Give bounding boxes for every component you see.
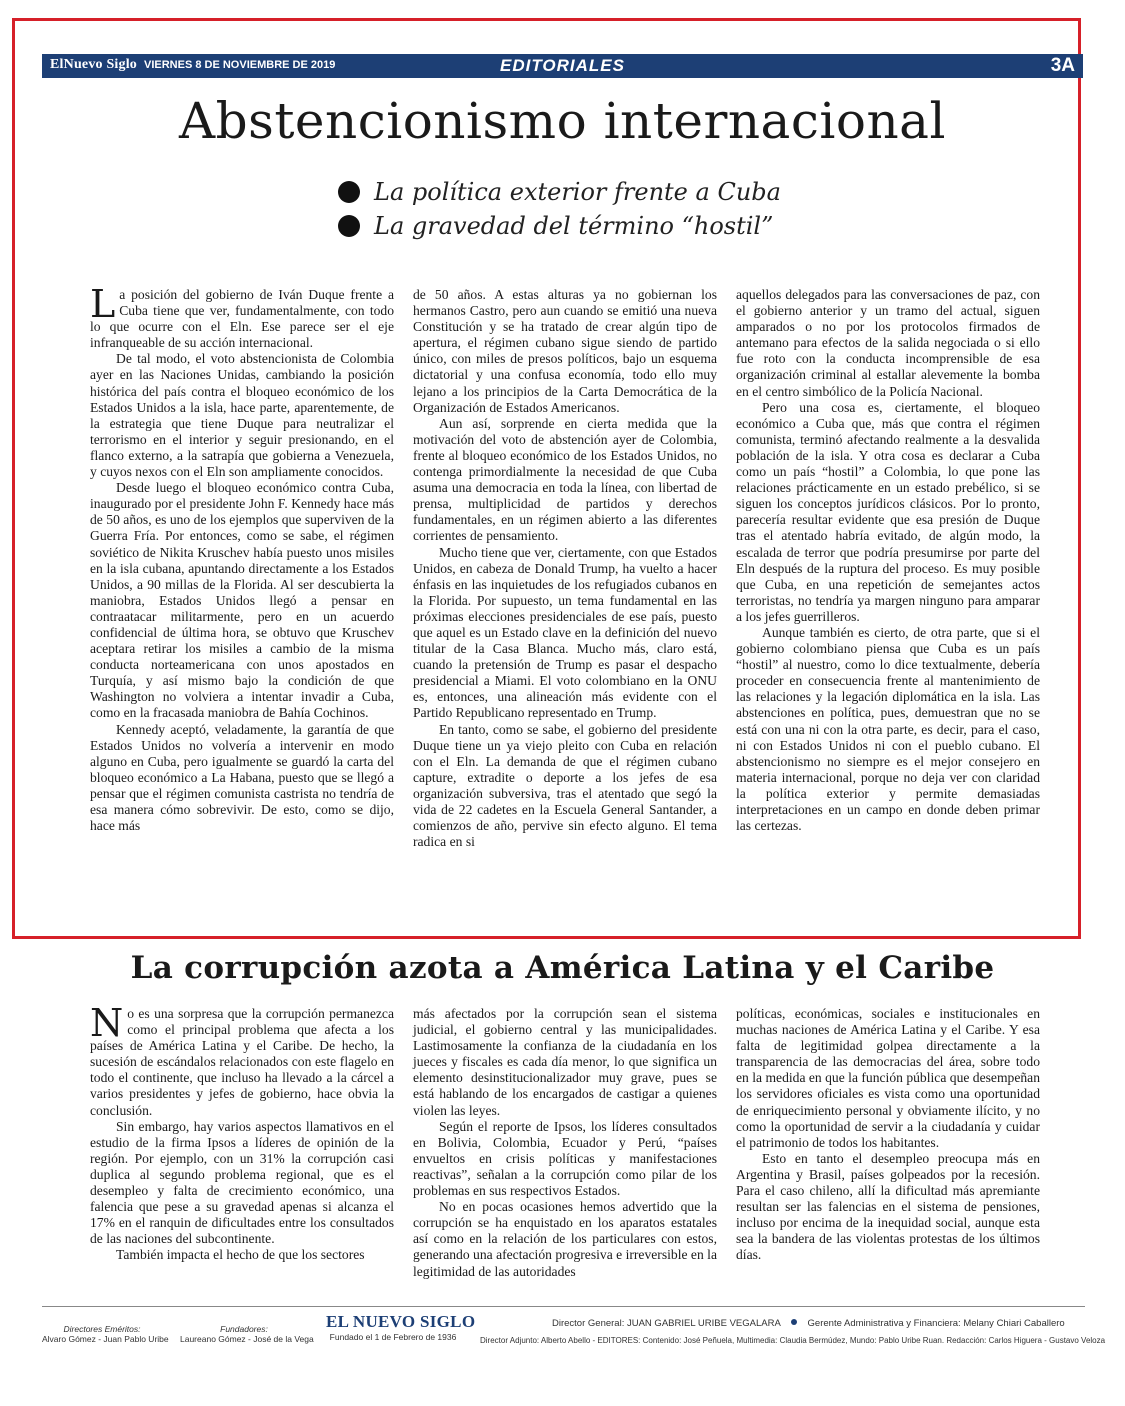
paragraph: aquellos delegados para las conversaciones de paz, con el gobierno anterior y un tramo del actual, siguen amparados o no por los protocolos firmados de antemano para efectos de la salida negociada o si ello fue roto con la conducta incomprensible de esa organización criminal al estallar alevemente la bomba en el centro simbólico de la Policía Nacional. [736,287,1040,399]
founded-date: Fundado el 1 de Febrero de 1936 [329,1332,457,1342]
paragraph: Sin embargo, hay varios aspectos llamativos en el estudio de la firma Ipsos a líderes de opinión de la región. Por ejemplo, con un 31% la corrupción casi duplica al segundo problema regional, que es el desempleo y falta de crecimiento económico, una falencia que pese a su gravedad apenas si alcanza el 17% en el ranquin de dificultades entre los consultados de las naciones del subcontinente. [90,1118,394,1247]
summary-bullet: La política exterior frente a Cuba [338,178,781,212]
emeritus-names: Alvaro Gómez - Juan Pablo Uribe [42,1334,169,1344]
paragraph: Pero una cosa es, ciertamente, el bloqueo económico a Cuba que, más que contra el régimen comunista, terminó afectando realmente a la desvalida población de la isla. Y otra cosa es declarar a Cuba como un país “hostil” a Colombia, lo que pone las relaciones prácticamente en un estado prebélico, si se siguen los conceptos jurídicos clásicos. Por lo pronto, parecería resultar evidente que esa presión de Duque tras el atentado habría evitado, de algún modo, la escalada de terror que podría presumirse por parte del Eln después de la ruptura del proceso. Es muy posible que Cuba, en una repetición de semejantes actos terroristas, no tendría ya margen ninguno para amparar a los jefes guerrilleros. [736,399,1040,624]
founders-label: Fundadores: [220,1324,268,1334]
editorial-1-summary [338,178,781,246]
paragraph: También impacta el hecho de que los sectores [116,1247,365,1263]
issue-date: VIERNES 8 DE NOVIEMBRE DE 2019 [144,59,336,71]
paragraph: políticas, económicas, sociales e institucionales en muchas naciones de América Latina y el Caribe. Y esa falta de legitimidad golpea directamente a la transparencia de las democracias del área, sobre todo en la medida en que la función pública que desempeñan los servidores oficiales es vista como una oportunidad de enriquecimiento personal y obviamente ilícito, y no como la oportunidad de servir a la ciudadanía y cuidar el patrimonio de todos los habitantes. [736,1006,1040,1150]
editorial-2-column-1 [90,1001,394,1264]
footer-brand-logo: EL NUEVO SIGLO [326,1312,476,1331]
paragraph: más afectados por la corrupción sean el sistema judicial, el gobierno central y las municipalidades. Lastimosamente la confianza de la ciudadanía en los jueces y fiscales es cada día menor, lo que significa un elemento desinstitucionalizador muy grave, pues se está hablando de los encargados de castigar a quienes violen las leyes. [413,1006,717,1118]
editorial-2-column-2 [413,1006,717,1280]
paragraph: No en pocas ocasiones hemos advertido que la corrupción se ha enquistado en los aparatos estatales así como en la relación de los particulares con estos, generando una afectación progresiva e irreversible en la legitimidad de las autoridades [413,1199,717,1279]
paragraph: Esto en tanto el desempleo preocupa más en Argentina y Brasil, países golpeados por la recesión. Para el caso chileno, allí la dificultad más apremiante resultan ser las falencias en el sistema de pensiones, incluso por encima de la inequidad social, aunque esta sea la bandera de las violentas protestas de los últimos días. [736,1150,1040,1263]
paragraph: Mucho tiene que ver, ciertamente, con que Estados Unidos, en cabeza de Donald Trump, ha vuelto a hacer énfasis en las inquietudes de los refugiados cubanos en la Florida. Por supuesto, un tema fundamental en las próximas elecciones presidenciales de ese país, puesto que aquel es un Estado clave en la definición del nuevo titular de la Casa Blanca. Mucho más, claro está, cuando la pretensión de Trump es pasar el despacho presidencial a Miami. El voto colombiano en la ONU es, entonces, una alineación más evidente con el Partido Republicano representado en Trump. [413,544,717,721]
emeritus-label: Directores Eméritos: [63,1324,141,1334]
manager-name: Melany Chiari Caballero [963,1318,1065,1329]
founders-names: Laureano Gómez - José de la Vega [180,1334,314,1344]
newspaper-brand: ElNuevo Siglo [50,57,138,72]
separator-dot-icon [791,1319,797,1325]
footer-founders [180,1324,314,1344]
drop-cap: N [90,1001,124,1045]
paragraph: de 50 años. A estas alturas ya no gobiernan los hermanos Castro, pero aun cuando se emitió una nueva Constitución y se ha tratado de crear algún tipo de apertura, el régimen cubano sigue siendo de partido único, con miles de presos políticos, bajo un esquema dictatorial y una confusa economía, todo ello muy lejano a los principios de la Carta Democrática de la Organización de Estados Americanos. [413,287,717,415]
director-name: JUAN GABRIEL URIBE VEGALARA [626,1318,781,1329]
editorial-1-title: Abstencionismo internacional [179,92,946,150]
section-name: EDITORIALES [500,56,625,75]
footer-editors: Director Adjunto: Alberto Abello - EDITORES: Contenido: José Peñuela, Multimedia: Claudia Bermúdez, Mundo: Pablo Uribe Ruan. Redacción: Carlos Higuera - Gustavo Veloza [480,1336,1106,1345]
editorial-2-title: La corrupción azota a América Latina y el Caribe [130,950,995,986]
paragraph: En tanto, como se sabe, el gobierno del presidente Duque tiene un ya viejo pleito con Cuba en relación con el Eln. La demanda de que el régimen cubano capture, extradite o deporte a los jefes de esa organización subversiva, tras el atentado que segó la vida de 22 cadetes en la Escuela General Santander, a comienzos de año, pervive sin efecto alguno. El tema radica en si [413,721,717,850]
paragraph: Según el reporte de Ipsos, los líderes consultados en Bolivia, Colombia, Ecuador y Perú, “países envueltos en crisis políticas y manifestaciones reactivas”, señalan a la corrupción como pilar de los problemas en sus respectivos Estados. [413,1118,717,1199]
footer-directors [552,1318,1065,1329]
footer-emeritus [42,1324,169,1344]
paragraph: Aunque también es cierto, de otra parte, que si el gobierno colombiano piensa que Cuba es un país “hostil” al nuestro, como lo dice textualmente, debería proceder en consecuencia frente al mantenimiento de las relaciones y la legación diplomática en la isla. Las abstenciones en política, pues, demuestran que no se está con una ni con la otra parte, es decir, para el caso, ni con Estados Unidos ni con el pueblo cubano. El abstencionismo no siempre es el mejor consejero en materia internacional, porque no deja ver con claridad la política exterior y permite demasiadas interpretaciones en un campo en donde deben primar las certezas. [736,624,1040,834]
paragraph: Kennedy aceptó, veladamente, la garantía de que Estados Unidos no volvería a intervenir en modo alguno en Cuba, pero igualmente se guardó la carta del bloqueo económico a La Habana, puesto que se llegó a pensar que el régimen comunista castrista no tendría de esa manera cómo sobrevivir. De esto, como se dijo, hace más [90,721,394,834]
editorial-2-column-3 [736,1006,1040,1264]
editorial-1-column-2 [413,287,717,850]
summary-bullet: La gravedad del término “hostil” [338,212,781,246]
paragraph: Desde luego el bloqueo económico contra Cuba, inaugurado por el presidente John F. Kennedy hace más de 50 años, es uno de los ejemplos que superviven de la Guerra Fría. Por entonces, como se sabe, el régimen soviético de Nikita Kruschev había puesto unos misiles en la isla cubana, apuntando directamente a los Estados Unidos, a 90 millas de la Florida. Al ser descubierta la maniobra, Estados Unidos llegó a pensar en contraatacar militarmente, pero en un acuerdo confidencial de última hora, se obtuvo que Kruschev aceptara retirar los misiles a cambio de la misma conducta norteamericana con unos apostados en Turquía, y así mismo bajo la condición de que Washington no volviera a intentar invadir a Cuba, como en la fracasada maniobra de Bahía Cochinos. [90,480,394,721]
paragraph: No es una sorpresa que la corrupción permanezca como el principal problema que afecta a los países de América Latina y el Caribe. De hecho, la sucesión de escándalos relacionados con este flagelo en todo el continente, que incluso ha llevado a la cárcel a varios presidentes y jefes de gobierno, hace obvia la conclusión. [90,1001,394,1118]
bullet-dot-icon [338,181,360,203]
paragraph: Aun así, sorprende en cierta medida que la motivación del voto de abstención ayer de Colombia, frente al bloqueo económico de los Estados Unidos, no contenga primordialmente la necesidad de que Cuba asuma una democracia en toda la línea, con libertad de prensa, multiplicidad de partidos y derechos fundamentales, en un régimen abierto a las diferentes corrientes de pensamiento. [413,415,717,544]
bullet-dot-icon [338,215,360,237]
editorial-1-column-1 [90,282,394,834]
paragraph: De tal modo, el voto abstencionista de Colombia ayer en las Naciones Unidas, cambiando la posición histórica del país contra el bloqueo económico de los Estados Unidos a la isla, hace parte, aparentemente, de la estrategia que tiene Duque para neutralizar el terrorismo en el interior y seguir presionando, en el flanco externo, a la satrapía que gobierna a Venezuela, y cuyos nexos con el Eln son ampliamente conocidos. [90,351,394,480]
page-number: 3A [1050,55,1075,76]
footer-masthead [326,1312,476,1342]
director-label: Director General: [552,1318,625,1329]
editorial-1-column-3 [736,287,1040,834]
paragraph: La posición del gobierno de Iván Duque frente a Cuba tiene que ver, fundamentalmente, con todo lo que ocurre con el Eln. Ese parece ser el eje infranqueable de su acción internacional. [90,282,394,351]
drop-cap: L [90,282,116,326]
footer-divider [42,1306,1085,1307]
manager-label: Gerente Administrativa y Financiera: [807,1318,961,1329]
section-header-bar [42,54,1083,78]
